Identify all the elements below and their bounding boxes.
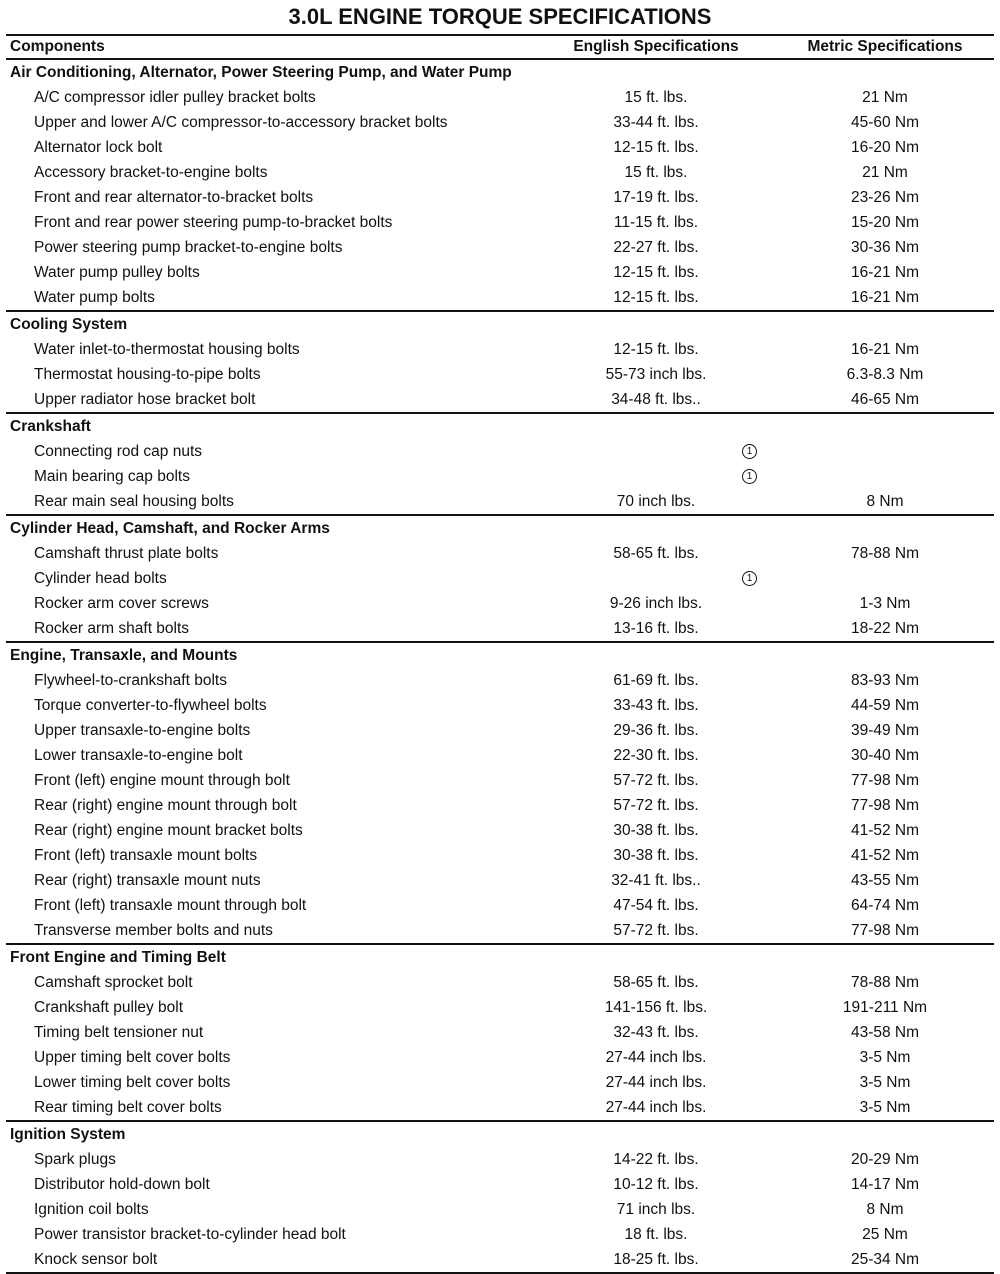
metric-spec: 46-65 Nm <box>850 391 920 408</box>
english-spec: 61-69 ft. lbs. <box>613 672 699 689</box>
english-spec: 33-44 ft. lbs. <box>613 114 699 131</box>
table-row <box>6 489 994 514</box>
english-spec: 71 inch lbs. <box>616 1201 696 1218</box>
english-spec: 15 ft. lbs. <box>624 89 688 106</box>
table-row <box>6 718 994 743</box>
table-row <box>6 793 994 818</box>
metric-spec: 77-98 Nm <box>850 922 920 939</box>
english-spec: 17-19 ft. lbs. <box>613 189 699 206</box>
english-spec: 27-44 inch lbs. <box>605 1049 707 1066</box>
english-spec: 34-48 ft. lbs.. <box>611 391 701 408</box>
table-row <box>6 210 994 235</box>
metric-spec: 18-22 Nm <box>850 620 920 637</box>
metric-spec: 30-36 Nm <box>850 239 920 256</box>
section-title: Engine, Transaxle, and Mounts <box>10 647 238 664</box>
component-name: Power steering pump bracket-to-engine bolts <box>34 239 343 256</box>
component-name: Upper transaxle-to-engine bolts <box>34 722 251 739</box>
metric-spec: 21 Nm <box>862 164 908 181</box>
table-row <box>6 970 994 995</box>
component-name: Water pump bolts <box>34 289 155 306</box>
component-name: Power transistor bracket-to-cylinder head bolt <box>34 1226 346 1243</box>
component-name: Connecting rod cap nuts <box>34 443 203 460</box>
section-title: Front Engine and Timing Belt <box>10 949 226 966</box>
spec-section <box>6 516 994 643</box>
table-row <box>6 893 994 918</box>
metric-spec: 8 Nm <box>866 493 904 510</box>
component-name: Upper and lower A/C compressor-to-accessory bracket bolts <box>34 114 448 131</box>
metric-spec: 8 Nm <box>866 1201 904 1218</box>
english-spec: 9-26 inch lbs. <box>609 595 703 612</box>
metric-spec: 191-211 Nm <box>842 999 928 1016</box>
metric-spec: 20-29 Nm <box>850 1151 920 1168</box>
table-row <box>6 285 994 310</box>
english-spec: 32-43 ft. lbs. <box>613 1024 699 1041</box>
table-row <box>6 110 994 135</box>
table-row <box>6 1020 994 1045</box>
footnote-1-icon: 1 <box>742 469 757 484</box>
metric-spec: 1-3 Nm <box>859 595 911 612</box>
component-name: Rear (right) engine mount through bolt <box>34 797 297 814</box>
component-name: Main bearing cap bolts <box>34 468 190 485</box>
english-spec: 57-72 ft. lbs. <box>613 922 699 939</box>
metric-spec: 15-20 Nm <box>850 214 920 231</box>
metric-spec: 43-58 Nm <box>850 1024 920 1041</box>
component-name: Upper radiator hose bracket bolt <box>34 391 256 408</box>
metric-spec: 41-52 Nm <box>850 847 920 864</box>
english-spec: 58-65 ft. lbs. <box>613 974 699 991</box>
english-spec: 11-15 ft. lbs. <box>613 214 699 231</box>
english-spec: 27-44 inch lbs. <box>605 1074 707 1091</box>
table-row <box>6 387 994 412</box>
spec-section <box>6 945 994 1122</box>
component-name: Rear (right) engine mount bracket bolts <box>34 822 303 839</box>
component-name: Rear timing belt cover bolts <box>34 1099 222 1116</box>
english-spec: 30-38 ft. lbs. <box>613 847 699 864</box>
english-spec: 12-15 ft. lbs. <box>613 264 699 281</box>
table-row <box>6 616 994 641</box>
component-name: Front and rear power steering pump-to-bracket bolts <box>34 214 393 231</box>
component-name: Timing belt tensioner nut <box>34 1024 204 1041</box>
metric-spec: 16-21 Nm <box>850 341 920 358</box>
metric-spec: 23-26 Nm <box>850 189 920 206</box>
spec-section <box>6 414 994 516</box>
table-row <box>6 818 994 843</box>
english-spec: 15 ft. lbs. <box>624 164 688 181</box>
metric-spec: 3-5 Nm <box>859 1049 911 1066</box>
component-name: Torque converter-to-flywheel bolts <box>34 697 267 714</box>
component-name: Accessory bracket-to-engine bolts <box>34 164 268 181</box>
table-header <box>6 34 994 60</box>
table-row <box>6 768 994 793</box>
spec-section <box>6 60 994 312</box>
metric-spec: 21 Nm <box>862 89 908 106</box>
table-row <box>6 668 994 693</box>
table-row <box>6 1247 994 1272</box>
metric-spec: 14-17 Nm <box>850 1176 920 1193</box>
component-name: Distributor hold-down bolt <box>34 1176 210 1193</box>
metric-spec: 78-88 Nm <box>850 545 920 562</box>
component-name: Front (left) transaxle mount through bolt <box>34 897 307 914</box>
table-row <box>6 1045 994 1070</box>
english-spec: 12-15 ft. lbs. <box>613 289 699 306</box>
header-english: English Specifications <box>573 38 739 55</box>
table-row <box>6 85 994 110</box>
english-spec: 27-44 inch lbs. <box>605 1099 707 1116</box>
note-cell <box>536 566 994 591</box>
component-name: Front (left) transaxle mount bolts <box>34 847 258 864</box>
table-row <box>6 260 994 285</box>
component-name: Alternator lock bolt <box>34 139 163 156</box>
spec-sections <box>0 60 1000 1274</box>
spec-section <box>6 643 994 945</box>
metric-spec: 77-98 Nm <box>850 772 920 789</box>
english-spec: 22-30 ft. lbs. <box>613 747 699 764</box>
metric-spec: 16-20 Nm <box>850 139 920 156</box>
spec-section <box>6 312 994 414</box>
component-name: Rear main seal housing bolts <box>34 493 234 510</box>
table-row <box>6 995 994 1020</box>
table-row <box>6 1172 994 1197</box>
metric-spec: 78-88 Nm <box>850 974 920 991</box>
table-row <box>6 1095 994 1120</box>
section-title: Ignition System <box>10 1126 126 1143</box>
english-spec: 12-15 ft. lbs. <box>613 341 699 358</box>
table-row <box>6 918 994 943</box>
english-spec: 33-43 ft. lbs. <box>613 697 699 714</box>
english-spec: 58-65 ft. lbs. <box>613 545 699 562</box>
metric-spec: 6.3-8.3 Nm <box>846 366 924 383</box>
component-name: Lower transaxle-to-engine bolt <box>34 747 243 764</box>
english-spec: 12-15 ft. lbs. <box>613 139 699 156</box>
english-spec: 13-16 ft. lbs. <box>613 620 699 637</box>
table-row <box>6 185 994 210</box>
table-row <box>6 591 994 616</box>
table-row <box>6 743 994 768</box>
component-name: Rocker arm cover screws <box>34 595 209 612</box>
table-row <box>6 1222 994 1247</box>
component-name: Thermostat housing-to-pipe bolts <box>34 366 261 383</box>
component-name: Knock sensor bolt <box>34 1251 158 1268</box>
metric-spec: 44-59 Nm <box>850 697 920 714</box>
english-spec: 14-22 ft. lbs. <box>613 1151 699 1168</box>
table-row <box>6 362 994 387</box>
metric-spec: 16-21 Nm <box>850 289 920 306</box>
english-spec: 141-156 ft. lbs. <box>604 999 708 1016</box>
section-title: Cooling System <box>10 316 128 333</box>
english-spec: 22-27 ft. lbs. <box>613 239 699 256</box>
table-row <box>6 439 994 464</box>
metric-spec: 45-60 Nm <box>850 114 920 131</box>
metric-spec: 3-5 Nm <box>859 1074 911 1091</box>
table-row <box>6 135 994 160</box>
component-name: Crankshaft pulley bolt <box>34 999 184 1016</box>
table-row <box>6 464 994 489</box>
english-spec: 29-36 ft. lbs. <box>613 722 699 739</box>
english-spec: 18 ft. lbs. <box>624 1226 688 1243</box>
table-row <box>6 541 994 566</box>
note-cell <box>536 464 994 489</box>
header-components: Components <box>10 38 105 55</box>
metric-spec: 64-74 Nm <box>850 897 920 914</box>
component-name: Rocker arm shaft bolts <box>34 620 190 637</box>
component-name: A/C compressor idler pulley bracket bolts <box>34 89 316 106</box>
english-spec: 10-12 ft. lbs. <box>613 1176 699 1193</box>
table-row <box>6 160 994 185</box>
metric-spec: 77-98 Nm <box>850 797 920 814</box>
english-spec: 57-72 ft. lbs. <box>613 797 699 814</box>
note-cell <box>536 439 994 464</box>
table-row <box>6 868 994 893</box>
metric-spec: 25 Nm <box>862 1226 908 1243</box>
section-title: Crankshaft <box>10 418 91 435</box>
table-row <box>6 843 994 868</box>
metric-spec: 25-34 Nm <box>850 1251 920 1268</box>
table-row <box>6 693 994 718</box>
table-row <box>6 1070 994 1095</box>
component-name: Cylinder head bolts <box>34 570 167 587</box>
component-name: Water inlet-to-thermostat housing bolts <box>34 341 300 358</box>
english-spec: 57-72 ft. lbs. <box>613 772 699 789</box>
component-name: Upper timing belt cover bolts <box>34 1049 231 1066</box>
component-name: Spark plugs <box>34 1151 116 1168</box>
component-name: Lower timing belt cover bolts <box>34 1074 231 1091</box>
component-name: Camshaft sprocket bolt <box>34 974 193 991</box>
spec-section <box>6 1122 994 1274</box>
component-name: Rear (right) transaxle mount nuts <box>34 872 261 889</box>
page-title: 3.0L ENGINE TORQUE SPECIFICATIONS <box>288 4 712 29</box>
table-row <box>6 566 994 591</box>
section-title: Air Conditioning, Alternator, Power Steering Pump, and Water Pump <box>10 64 512 81</box>
section-title: Cylinder Head, Camshaft, and Rocker Arms <box>10 520 330 537</box>
english-spec: 18-25 ft. lbs. <box>613 1251 699 1268</box>
english-spec: 55-73 inch lbs. <box>605 366 707 383</box>
table-row <box>6 1147 994 1172</box>
metric-spec: 3-5 Nm <box>859 1099 911 1116</box>
component-name: Transverse member bolts and nuts <box>34 922 273 939</box>
english-spec: 70 inch lbs. <box>616 493 696 510</box>
footnote-1-icon: 1 <box>742 571 757 586</box>
component-name: Flywheel-to-crankshaft bolts <box>34 672 227 689</box>
component-name: Camshaft thrust plate bolts <box>34 545 219 562</box>
table-row <box>6 337 994 362</box>
english-spec: 32-41 ft. lbs.. <box>611 872 701 889</box>
metric-spec: 83-93 Nm <box>850 672 920 689</box>
component-name: Front (left) engine mount through bolt <box>34 772 290 789</box>
english-spec: 47-54 ft. lbs. <box>613 897 699 914</box>
english-spec: 30-38 ft. lbs. <box>613 822 699 839</box>
header-metric: Metric Specifications <box>807 38 963 55</box>
metric-spec: 39-49 Nm <box>850 722 920 739</box>
metric-spec: 41-52 Nm <box>850 822 920 839</box>
table-row <box>6 1197 994 1222</box>
table-row <box>6 235 994 260</box>
footnote-1-icon: 1 <box>742 444 757 459</box>
component-name: Front and rear alternator-to-bracket bolts <box>34 189 314 206</box>
metric-spec: 43-55 Nm <box>850 872 920 889</box>
metric-spec: 16-21 Nm <box>850 264 920 281</box>
component-name: Ignition coil bolts <box>34 1201 149 1218</box>
component-name: Water pump pulley bolts <box>34 264 200 281</box>
metric-spec: 30-40 Nm <box>850 747 920 764</box>
